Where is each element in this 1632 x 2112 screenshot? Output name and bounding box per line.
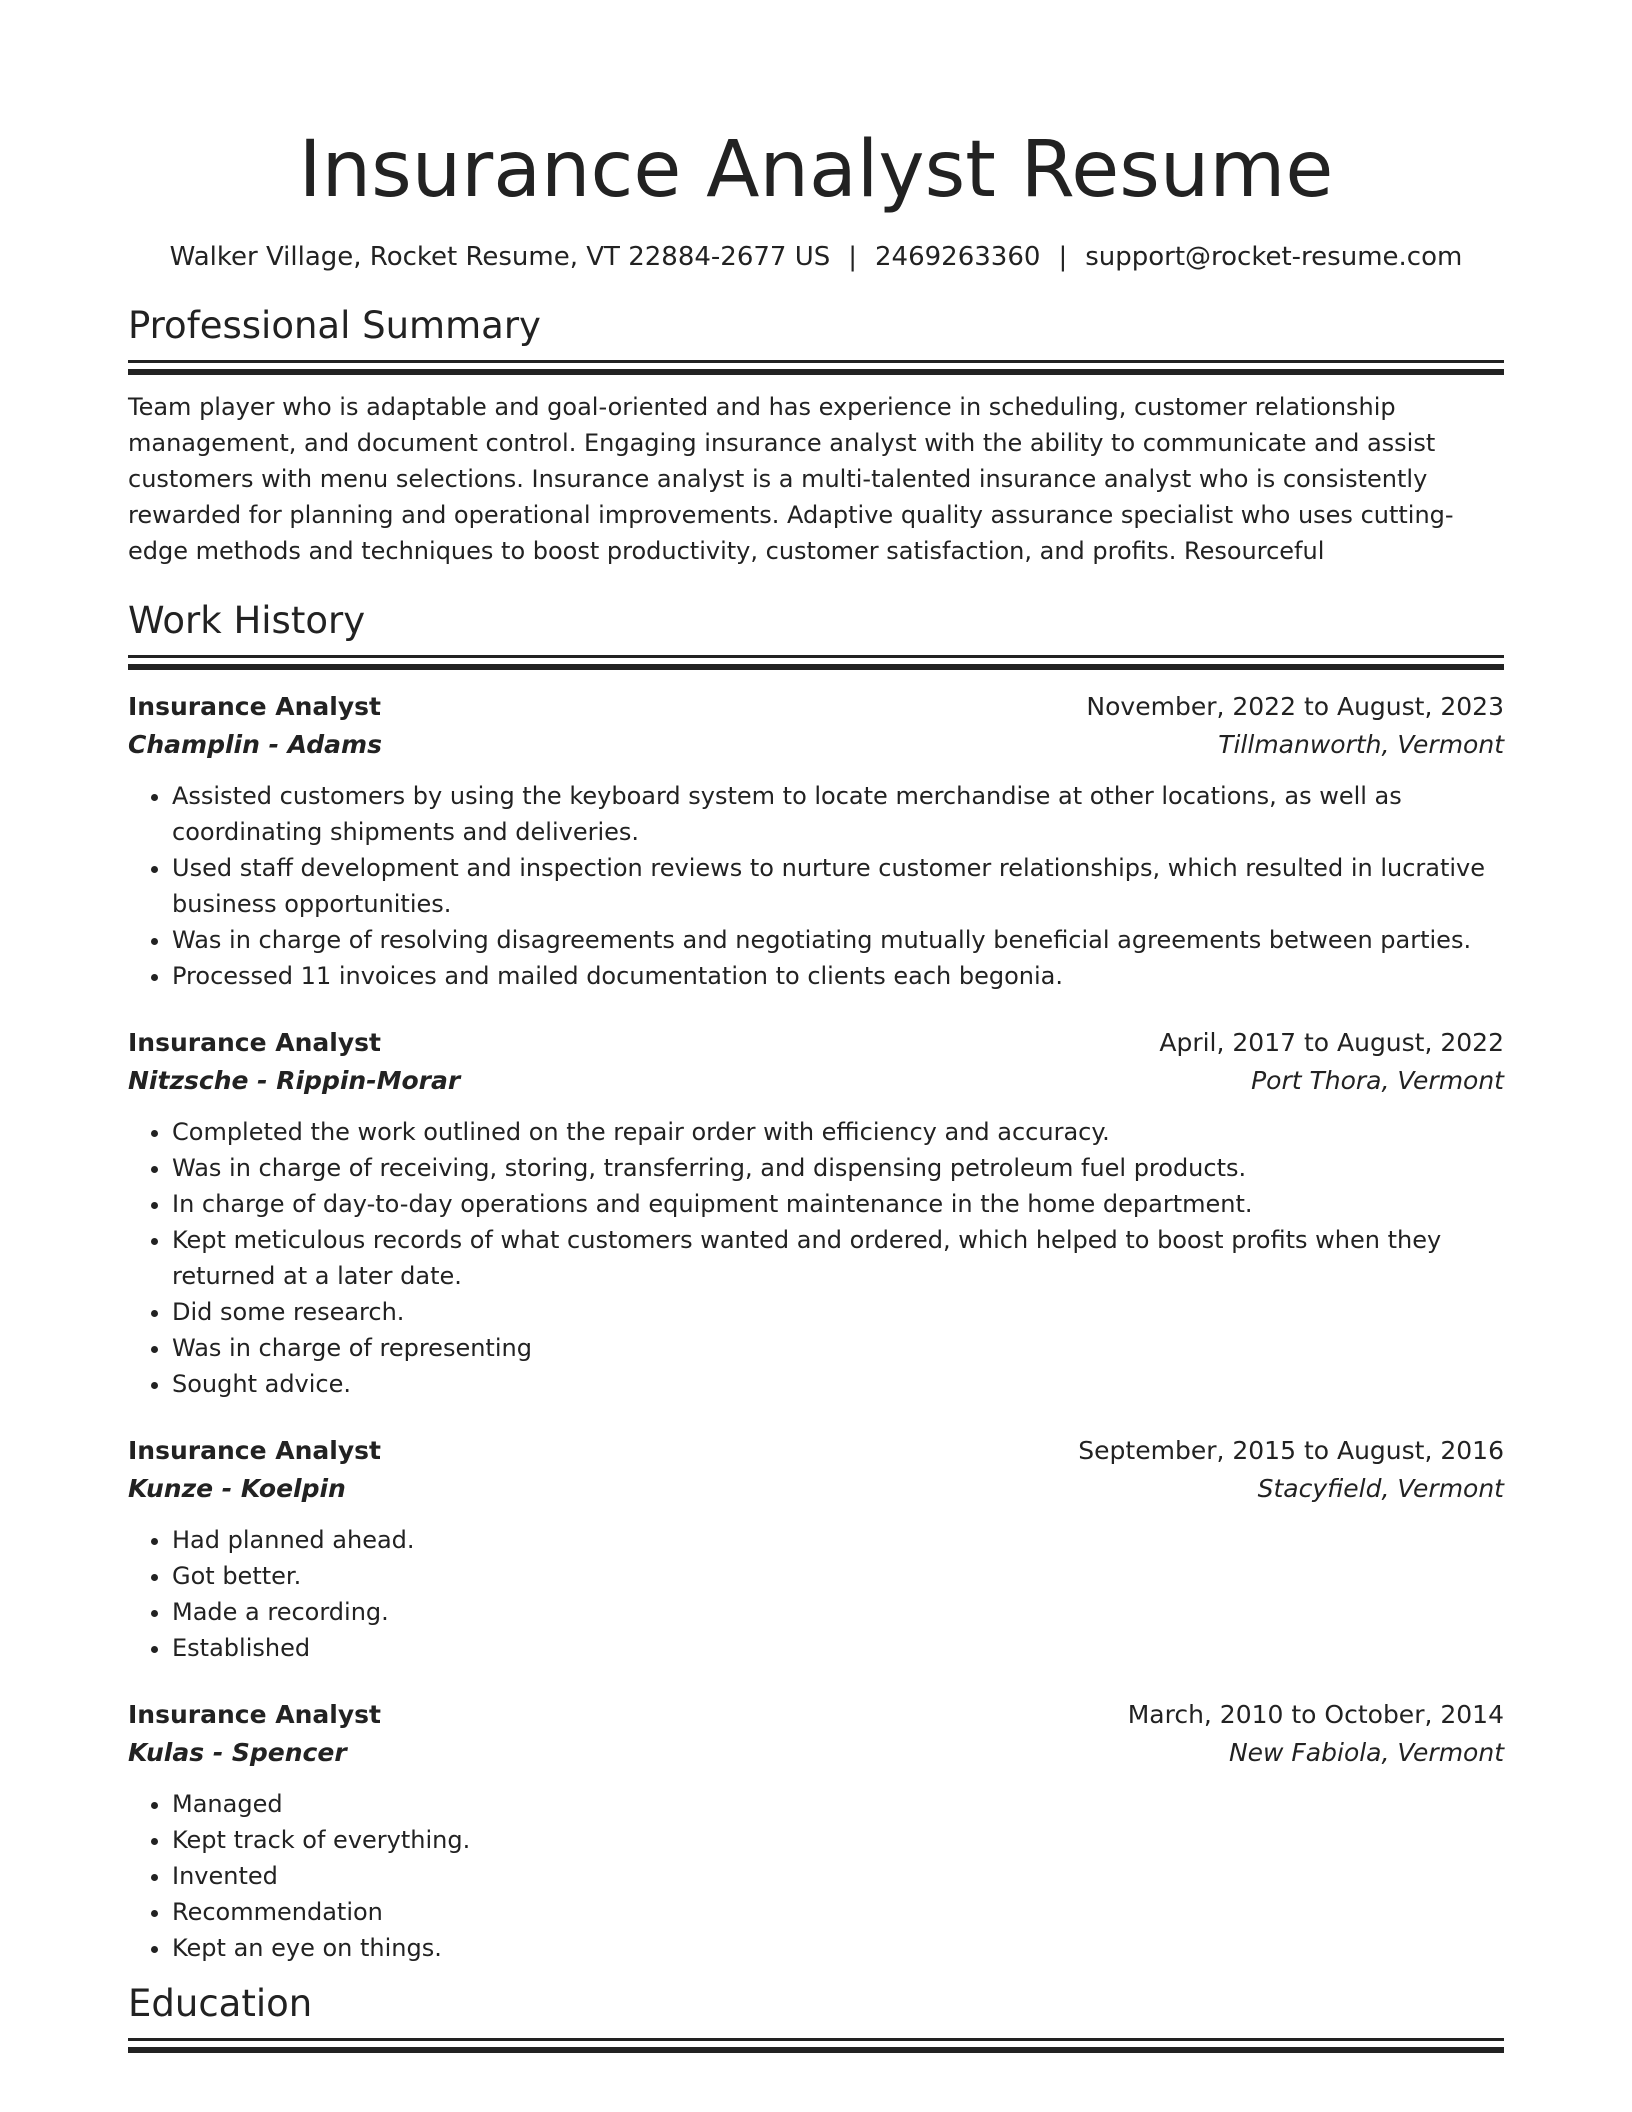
job-bullet: • Managed — [172, 1786, 1504, 1822]
job-bullet: • Invented — [172, 1858, 1504, 1894]
job-title: Insurance Analyst — [128, 1436, 381, 1465]
job-employer-row — [128, 726, 1504, 764]
job-header-row — [128, 1432, 1504, 1470]
job-entry — [128, 1024, 1504, 1402]
contact-email: support@rocket-resume.com — [1085, 242, 1463, 272]
section-heading: Education — [128, 1982, 313, 2025]
job-bullet-list — [128, 778, 1504, 994]
job-company: Champlin - Adams — [128, 730, 382, 759]
contact-separator: | — [848, 242, 858, 272]
section-heading: Work History — [128, 599, 366, 642]
job-employer-row — [128, 1470, 1504, 1508]
job-location: Tillmanworth, Vermont — [1218, 730, 1504, 759]
job-header-row — [128, 1696, 1504, 1734]
job-header-row — [128, 1024, 1504, 1062]
job-bullet: • Was in charge of receiving, storing, transferring, and dispensing petroleum fuel products. — [172, 1150, 1504, 1186]
job-bullet: • Assisted customers by using the keyboard system to locate merchandise at other locations, as well as coordinating shipments and deliveries. — [172, 778, 1504, 850]
job-company: Kulas - Spencer — [128, 1738, 347, 1767]
contact-phone: 2469263360 — [875, 242, 1041, 272]
job-bullet: • Got better. — [172, 1558, 1504, 1594]
job-company: Nitzsche - Rippin-Morar — [128, 1066, 461, 1095]
job-location: Port Thora, Vermont — [1251, 1066, 1504, 1095]
job-bullet: • Kept meticulous records of what customers wanted and ordered, which helped to boost profits when they returned at a later date. — [172, 1222, 1504, 1294]
job-employer-row — [128, 1062, 1504, 1100]
section-divider-thick — [128, 369, 1504, 375]
job-title: Insurance Analyst — [128, 1700, 381, 1729]
contact-line — [128, 240, 1504, 274]
education-section — [128, 1980, 1504, 2053]
job-bullet-list — [128, 1522, 1504, 1666]
job-bullet: • Used staff development and inspection reviews to nurture customer relationships, which resulted in lucrative business opportunities. — [172, 850, 1504, 922]
job-entry — [128, 688, 1504, 994]
job-title: Insurance Analyst — [128, 1028, 381, 1057]
contact-separator: | — [1058, 242, 1068, 272]
job-bullet: • In charge of day-to-day operations and equipment maintenance in the home department. — [172, 1186, 1504, 1222]
section-divider-thick — [128, 664, 1504, 670]
job-entry — [128, 1696, 1504, 1966]
job-bullet: • Made a recording. — [172, 1594, 1504, 1630]
job-company: Kunze - Koelpin — [128, 1474, 346, 1503]
job-bullet: • Processed 11 invoices and mailed documentation to clients each begonia. — [172, 958, 1504, 994]
job-bullet: • Kept an eye on things. — [172, 1930, 1504, 1966]
resume-title: Insurance Analyst Resume — [298, 125, 1334, 215]
job-header-row — [128, 688, 1504, 726]
section-divider-thick — [128, 2047, 1504, 2053]
section-divider-thin — [128, 2038, 1504, 2041]
section-heading: Professional Summary — [128, 304, 541, 347]
section-divider-thin — [128, 655, 1504, 658]
job-dates: April, 2017 to August, 2022 — [1159, 1028, 1504, 1057]
job-bullet: • Was in charge of representing — [172, 1330, 1504, 1366]
job-bullet: • Had planned ahead. — [172, 1522, 1504, 1558]
professional-summary-section — [128, 302, 1504, 569]
contact-address: Walker Village, Rocket Resume, VT 22884-2677 US — [169, 242, 831, 272]
job-bullet: • Recommendation — [172, 1894, 1504, 1930]
job-location: Stacyfield, Vermont — [1257, 1474, 1504, 1503]
job-bullet: • Was in charge of resolving disagreements and negotiating mutually beneficial agreements between parties. — [172, 922, 1504, 958]
job-bullet-list — [128, 1114, 1504, 1402]
job-dates: September, 2015 to August, 2016 — [1078, 1436, 1504, 1465]
job-title: Insurance Analyst — [128, 692, 381, 721]
job-bullet: • Established — [172, 1630, 1504, 1666]
job-employer-row — [128, 1734, 1504, 1772]
resume-page — [128, 0, 1504, 2053]
job-bullet: • Did some research. — [172, 1294, 1504, 1330]
job-entry — [128, 1432, 1504, 1666]
job-dates: November, 2022 to August, 2023 — [1086, 692, 1504, 721]
section-divider-thin — [128, 360, 1504, 363]
job-location: New Fabiola, Vermont — [1228, 1738, 1504, 1767]
job-bullet: • Completed the work outlined on the repair order with efficiency and accuracy. — [172, 1114, 1504, 1150]
job-bullet: • Sought advice. — [172, 1366, 1504, 1402]
work-history-section — [128, 597, 1504, 1966]
job-bullet: • Kept track of everything. — [172, 1822, 1504, 1858]
job-bullet-list — [128, 1786, 1504, 1966]
job-dates: March, 2010 to October, 2014 — [1127, 1700, 1504, 1729]
summary-text: Team player who is adaptable and goal-oriented and has experience in scheduling, customer relationship management, and document control. Engaging insurance analyst with the ability to communicate and assist customers with menu selections. Insurance analyst is a multi-talented insurance analyst who is consistently rewarded for planning and operational improvements. Adaptive quality assurance specialist who uses cutting-edge methods and techniques to boost productivity, customer satisfaction, and profits. Resourceful — [128, 393, 1454, 565]
